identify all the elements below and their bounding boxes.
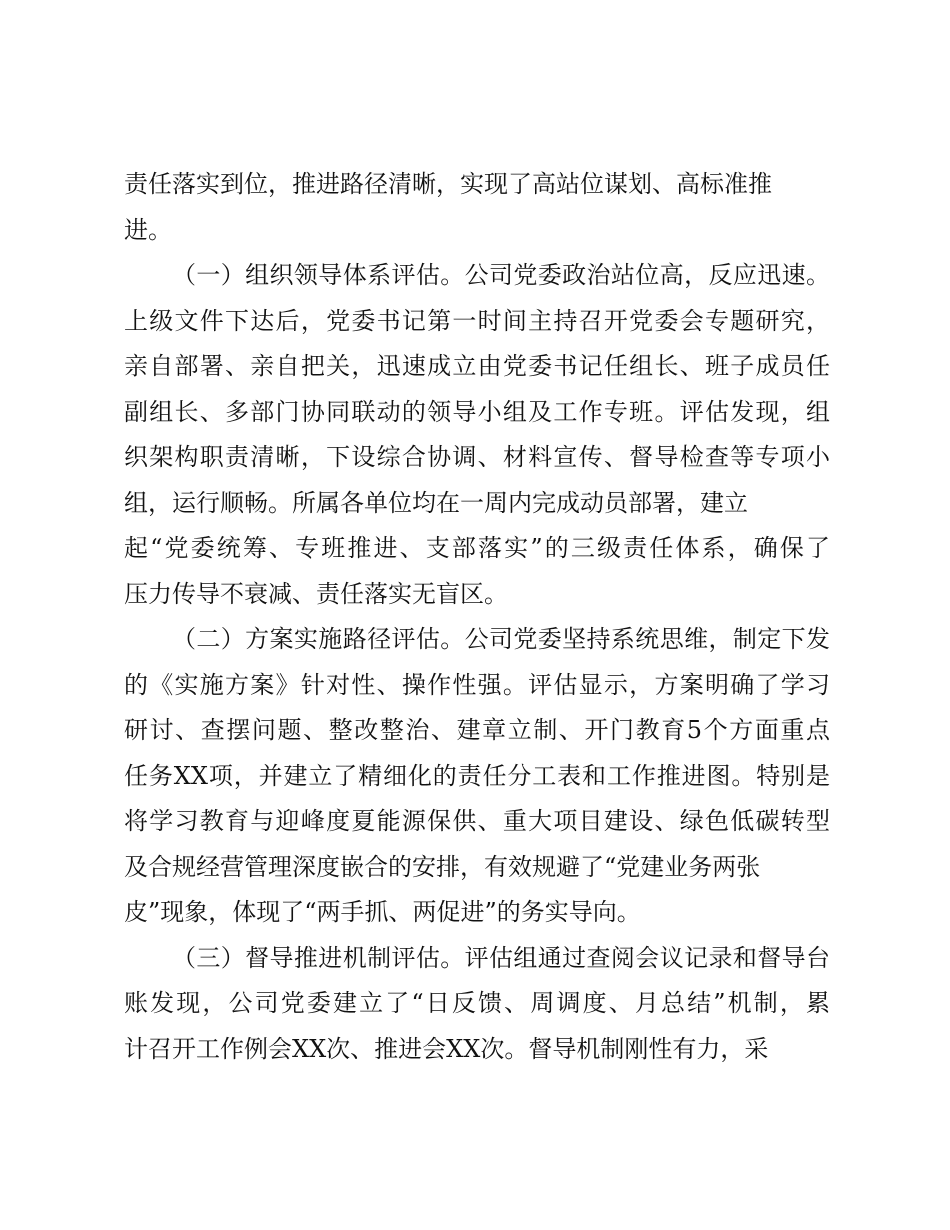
text-line: 责任落实到位，推进路径清晰，实现了高站位谋划、高标准推 [124, 170, 772, 198]
text-line: 计召开工作例会XX次、推进会XX次。督导机制刚性有力，采 [124, 1034, 769, 1063]
paragraph-heading-line: （二）方案实施路径评估。公司党委坚持系统思维，制定下发 [172, 625, 830, 653]
text-line: 及合规经营管理深度嵌合的安排，有效规避了“党建业务两张 [124, 852, 761, 881]
text-line: 组，运行顺畅。所属各单位均在一周内完成动员部署，建立 [124, 488, 748, 517]
text-line: 压力传导不衰减、责任落实无盲区。 [124, 579, 508, 608]
text-line: 研讨、查摆问题、整改整治、建章立制、开门教育5个方面重点 [124, 716, 830, 744]
text-line: 起“党委统筹、专班推进、支部落实”的三级责任体系，确保了 [124, 534, 830, 562]
text-line: 副组长、多部门协同联动的领导小组及工作专班。评估发现，组 [124, 397, 830, 426]
text-line: 进。 [124, 215, 172, 244]
paragraph-heading-line: （三）督导推进机制评估。评估组通过查阅会议记录和督导台 [172, 943, 830, 972]
text-line: 账发现，公司党委建立了“日反馈、周调度、月总结”机制，累 [124, 989, 830, 1017]
paragraph-heading-line: （一）组织领导体系评估。公司党委政治站位高，反应迅速。 [172, 261, 830, 289]
text-line: 将学习教育与迎峰度夏能源保供、重大项目建设、绿色低碳转型 [124, 807, 830, 835]
text-line: 上级文件下达后，党委书记第一时间主持召开党委会专题研究， [124, 306, 830, 335]
text-line: 皮”现象，体现了“两手抓、两促进”的务实导向。 [124, 898, 641, 926]
text-line: 的《实施方案》针对性、操作性强。评估显示，方案明确了学习 [124, 670, 830, 699]
text-line: 亲自部署、亲自把关，迅速成立由党委书记任组长、班子成员任 [124, 352, 830, 380]
document-body [124, 162, 830, 1072]
text-line: 织架构职责清晰，下设综合协调、材料宣传、督导检查等专项小 [124, 443, 830, 471]
text-line: 任务XX项，并建立了精细化的责任分工表和工作推进图。特别是 [124, 761, 830, 790]
